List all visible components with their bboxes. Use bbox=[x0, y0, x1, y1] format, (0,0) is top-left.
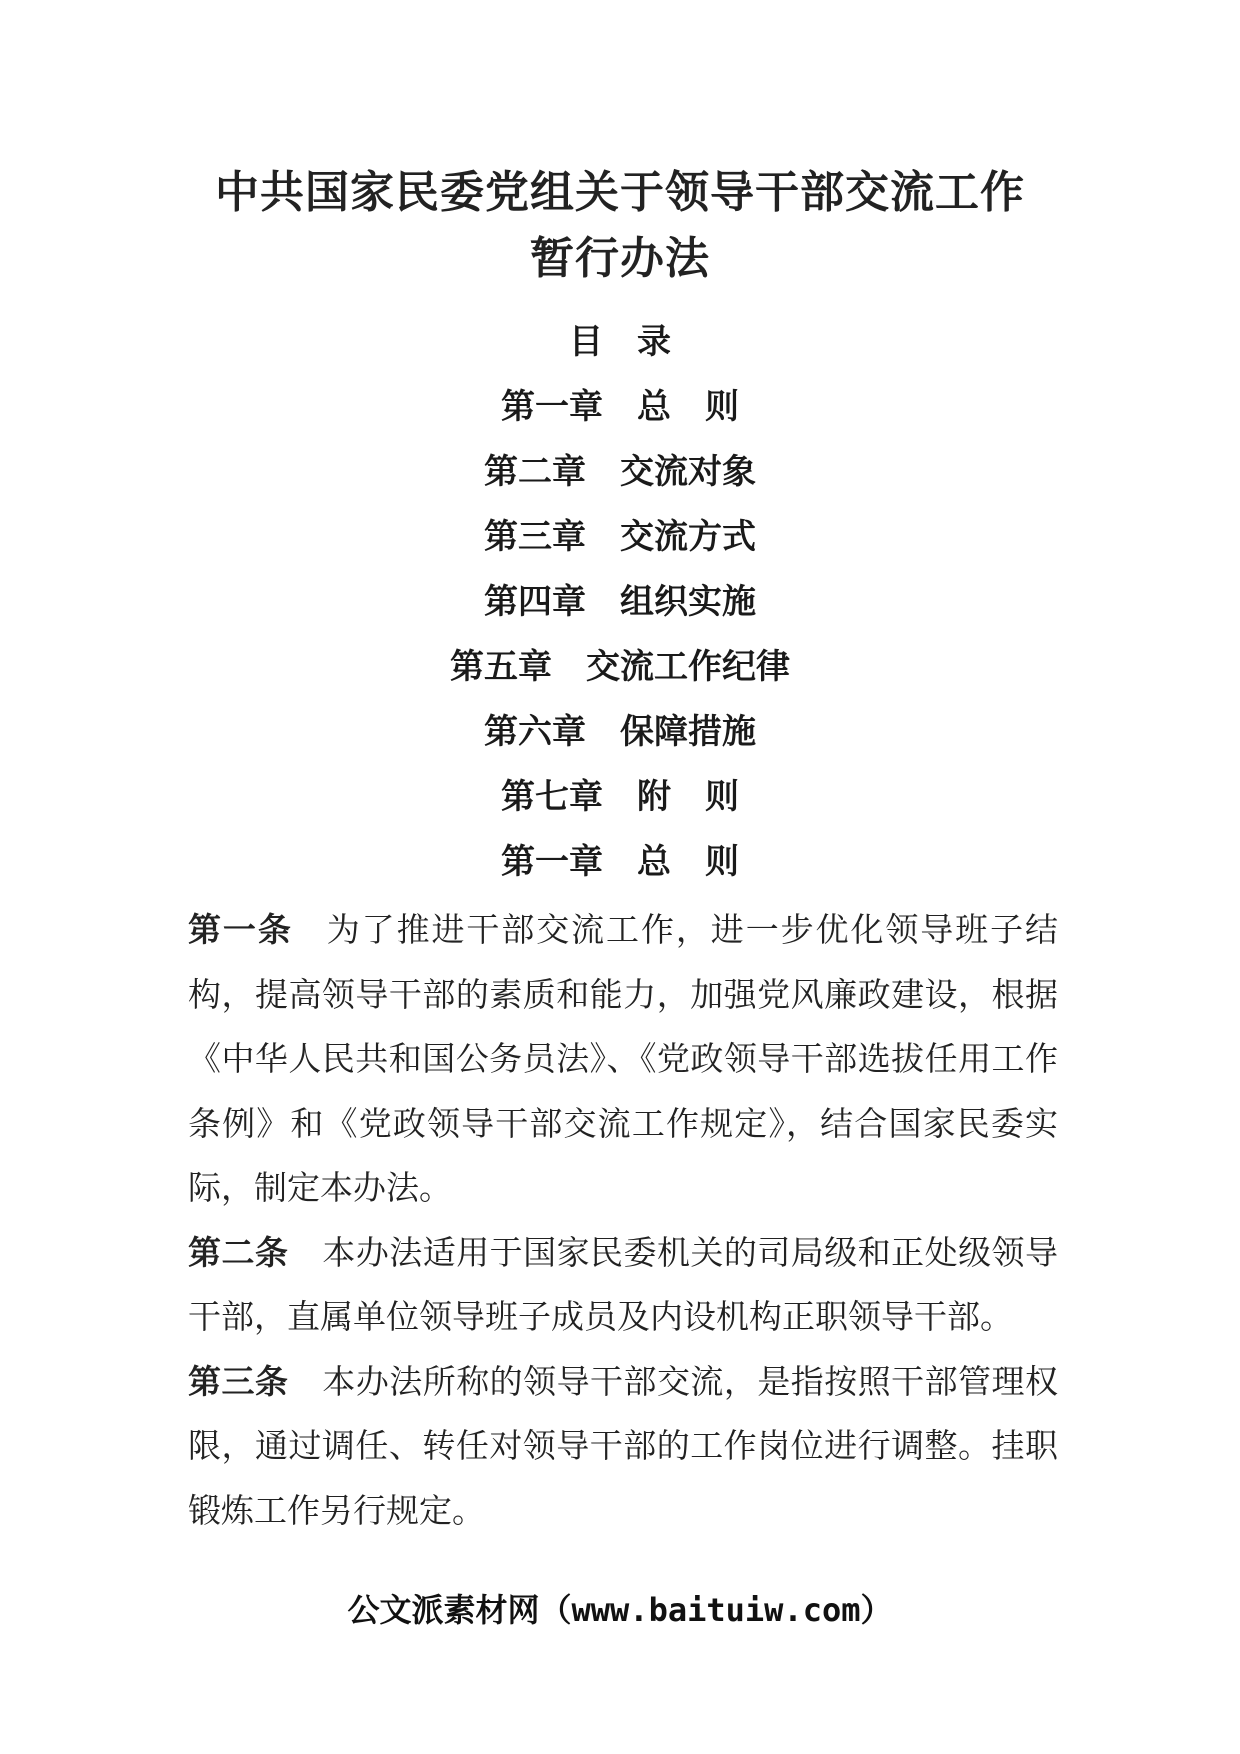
footer-url: www.baituiw.com bbox=[571, 1591, 861, 1629]
article-label: 第一条 bbox=[188, 910, 293, 949]
toc-item: 第一章 总 则 bbox=[501, 387, 739, 427]
footer-close: ） bbox=[860, 1591, 893, 1629]
article-text: 本办法所称的领导干部交流，是指按照干部管理权限，通过调任、转任对领导干部的工作岗位进行调整。挂职锻炼工作另行规定。 bbox=[188, 1361, 1058, 1530]
article-label: 第三条 bbox=[188, 1361, 289, 1401]
toc-item: 第六章 保障措施 bbox=[484, 712, 756, 752]
toc-item: 第五章 交流工作纪律 bbox=[450, 647, 790, 687]
article-label: 第二条 bbox=[188, 1232, 289, 1272]
article-text: 为了推进干部交流工作，进一步优化领导班子结构，提高领导干部的素质和能力，加强党风廉政建设，根据《中华人民共和国公务员法》、《党政领导干部选拔任用工作条例》和《党政领导干部交流工作规定》，结合国家民委实际，制定本办法。 bbox=[188, 910, 1059, 1207]
title-line-2: 暂行办法 bbox=[530, 233, 710, 284]
footer-site-name: 公文派素材网（ bbox=[347, 1591, 572, 1629]
page-footer bbox=[0, 1585, 1240, 1631]
toc-item: 第二章 交流对象 bbox=[484, 452, 756, 492]
document-body bbox=[188, 898, 1058, 1543]
table-of-contents bbox=[0, 310, 1240, 830]
toc-item: 第三章 交流方式 bbox=[484, 517, 756, 557]
title-line-1: 中共国家民委党组关于领导干部交流工作 bbox=[215, 167, 1025, 218]
article-paragraph bbox=[188, 1350, 1058, 1544]
article-text: 本办法适用于国家民委机关的司局级和正处级领导干部，直属单位领导班子成员及内设机构正职领导干部。 bbox=[188, 1232, 1058, 1336]
toc-item: 第四章 组织实施 bbox=[484, 582, 756, 622]
chapter-heading: 第一章 总 则 bbox=[501, 842, 739, 882]
article-paragraph bbox=[188, 898, 1058, 1221]
toc-heading: 目 录 bbox=[569, 322, 671, 362]
article-paragraph bbox=[188, 1221, 1058, 1350]
toc-item: 第七章 附 则 bbox=[501, 777, 739, 817]
document-title bbox=[150, 160, 1090, 292]
